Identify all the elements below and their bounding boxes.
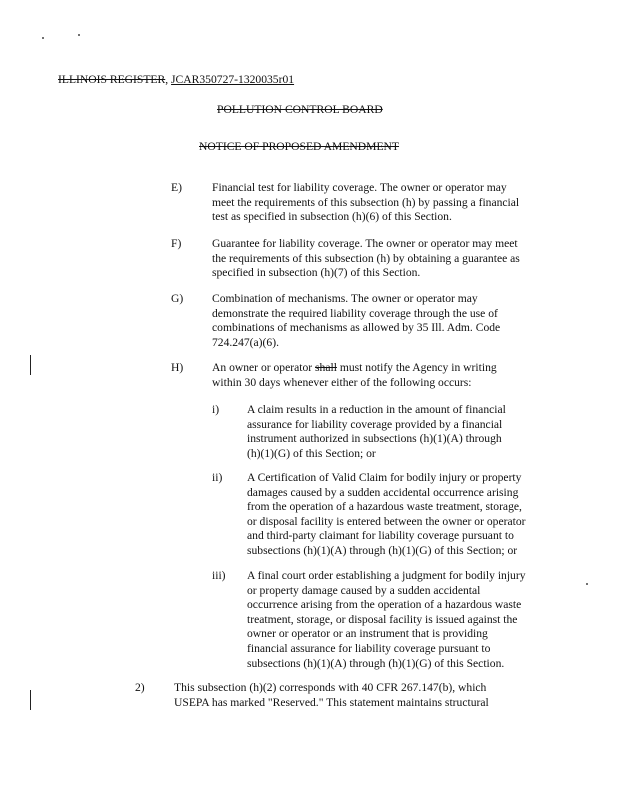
- scan-speck: [78, 34, 80, 36]
- board-title: POLLUTION CONTROL BOARD: [217, 103, 383, 116]
- paragraph-label: 2): [135, 681, 145, 694]
- item-label: E): [171, 181, 182, 194]
- item-label: G): [171, 292, 184, 305]
- item-text: Financial test for liability coverage. The owner or operator may meet the requirements of this subsection (h) by passing a financial test as specified in subsection (h)(6) of this Section.: [212, 181, 520, 224]
- item-text: Combination of mechanisms. The owner or operator may demonstrate the required liability coverage through the use of combinations of mechanisms as allowed by 35 Ill. Adm. Code 724.247(a)(6).: [212, 292, 501, 349]
- subitem-label: i): [212, 403, 220, 416]
- item-text: An owner or operator shall must notify the Agency in writing within 30 days whenever either of the following occurs:: [212, 361, 497, 389]
- paragraph-text: This subsection (h)(2) corresponds with 40 CFR 267.147(b), which USEPA has marked "Reserved." This statement maintains structural: [174, 681, 489, 709]
- revision-bar: [30, 690, 31, 710]
- item-label: F): [171, 237, 182, 250]
- notice-title: NOTICE OF PROPOSED AMENDMENT: [199, 140, 400, 153]
- revision-bar: [30, 355, 31, 375]
- scan-speck: [586, 583, 588, 585]
- subitem-label: iii): [212, 569, 226, 582]
- subitem-label: ii): [212, 471, 223, 484]
- subitem-text: A final court order establishing a judgment for bodily injury or property damage caused by a sudden accidental occurrence arising from the operation of a hazardous waste treatment, storage, or disposal facility is issued against the owner or operator or an instrument that is providing financial assurance for liability coverage pursuant to subsections (h)(1)(A) through (h)(1)(G) of this Section.: [247, 569, 526, 670]
- item-label: H): [171, 361, 184, 374]
- jcar-code: JCAR350727-1320035r01: [171, 73, 295, 86]
- subitem-text: A claim results in a reduction in the amount of financial assurance for liability coverage provided by a financial instrument authorized in subsections (h)(1)(A) through (h)(1)(G) of this Section; or: [247, 403, 506, 460]
- scan-speck: [42, 37, 44, 39]
- subitem-text: A Certification of Valid Claim for bodily injury or property damages caused by a sudden accidental occurrence arising from the operation of a hazardous waste treatment, storage, or disposal facility is entered between the owner or operator and third-party claimant for liability coverage pursuant to subsections (h)(1)(A) through (h)(1)(G) of this Section; or: [247, 471, 526, 557]
- item-text: Guarantee for liability coverage. The owner or operator may meet the requirements of this subsection (h) by obtaining a guarantee as specified in subsection (h)(7) of this Section.: [212, 237, 520, 280]
- register-header: ILLINOIS REGISTER, JCAR350727-1320035r01: [58, 73, 295, 86]
- register-prefix: ILLINOIS REGISTER: [58, 73, 166, 86]
- struck-word: shall: [315, 361, 337, 374]
